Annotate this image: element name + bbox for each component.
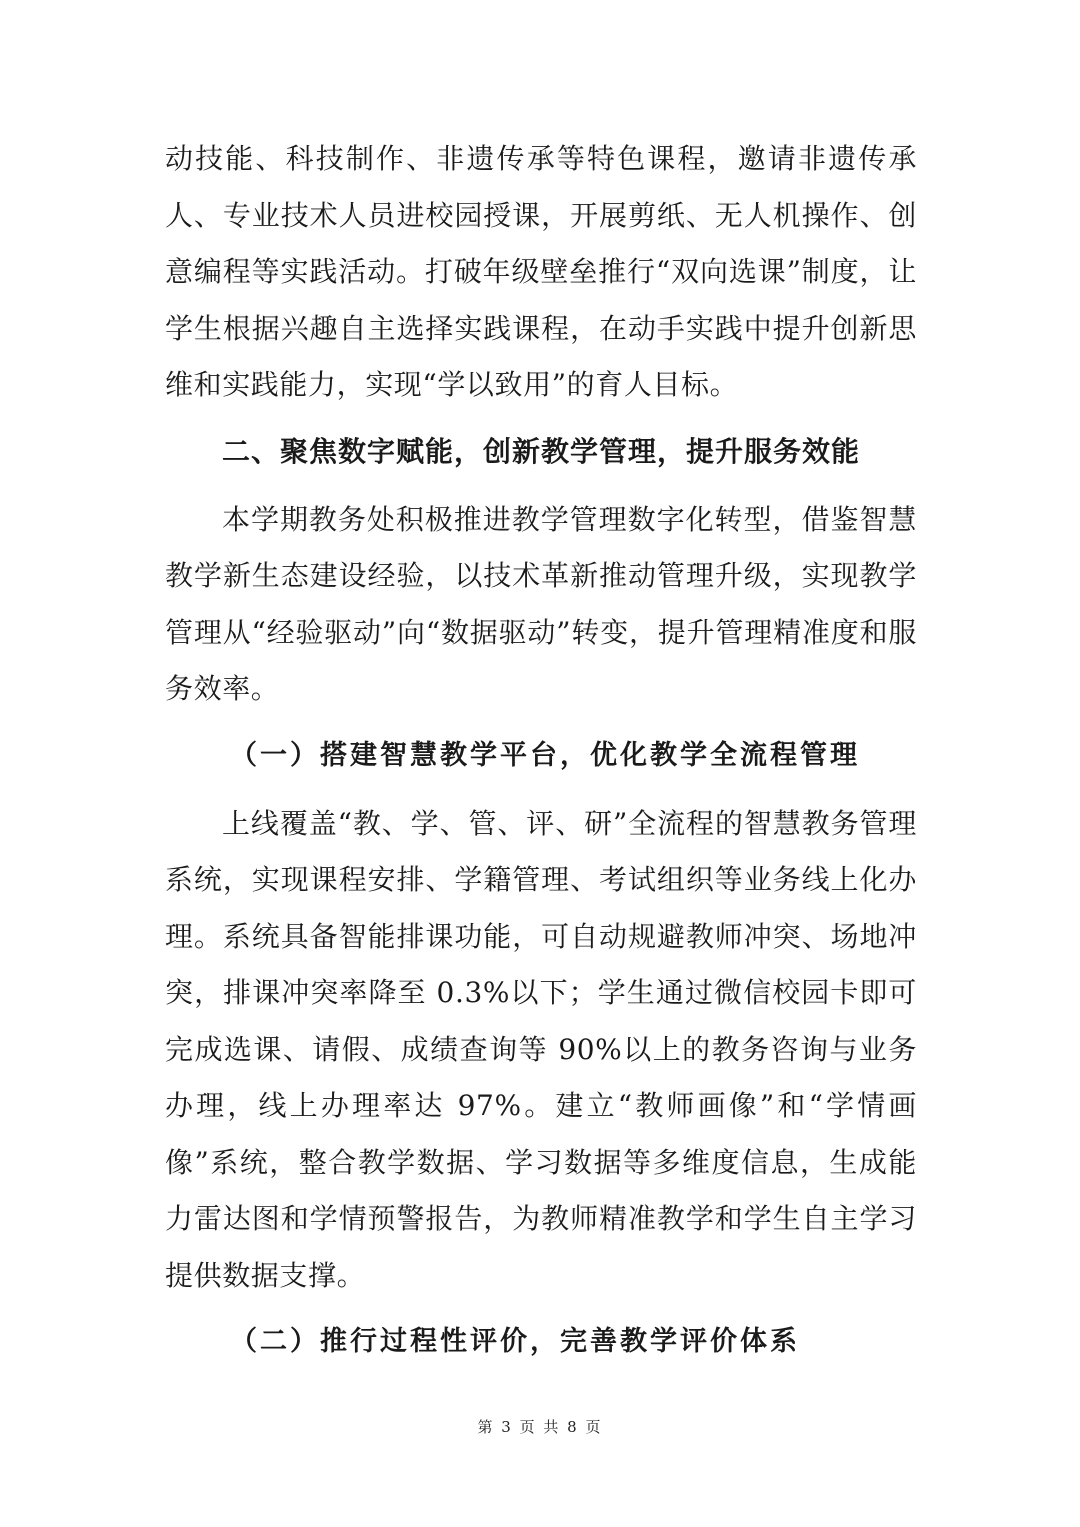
paragraph-digital-transformation: 本学期教务处积极推进教学管理数字化转型，借鉴智慧教学新生态建设经验，以技术革新推动管理升级，实现教学管理从“经验驱动”向“数据驱动”转变，提升管理精准度和服务效率。: [165, 502, 917, 705]
paragraph-practice-courses: 动技能、科技制作、非遗传承等特色课程，邀请非遗传承人、专业技术人员进校园授课，开展剪纸、无人机操作、创意编程等实践活动。打破年级壁垒推行“双向选课”制度，让学生根据兴趣自主选择实践课程，在动手实践中提升创新思维和实践能力，实现“学以致用”的育人目标。: [165, 142, 917, 401]
section-heading-digital-empowerment: 二、聚焦数字赋能，创新教学管理，提升服务效能: [222, 434, 861, 468]
page-number-footer: 第 3 页 共 8 页: [477, 1418, 603, 1436]
subsection-heading-process-evaluation: （二）推行过程性评价，完善教学评价体系: [230, 1326, 800, 1357]
subsection-heading-smart-platform: （一）搭建智慧教学平台，优化教学全流程管理: [230, 739, 860, 771]
paragraph-smart-platform: 上线覆盖“教、学、管、评、研”全流程的智慧教务管理系统，实现课程安排、学籍管理、考试组织等业务线上化办理。系统具备智能排课功能，可自动规避教师冲突、场地冲突，排课冲突率降至 0.3%以下；学生通过微信校园卡即可完成选课、请假、成绩查询等 90%以上的教务咨询与业务办理，线上办理率达 97%。建立“教师画像”和“学情画像”系统，整合教学数据、学习数据等多维度信息，生成能力雷达图和学情预警报告，为教师精准教学和学生自主学习提供数据支撑。: [165, 806, 917, 1292]
page-content: [165, 131, 917, 1382]
